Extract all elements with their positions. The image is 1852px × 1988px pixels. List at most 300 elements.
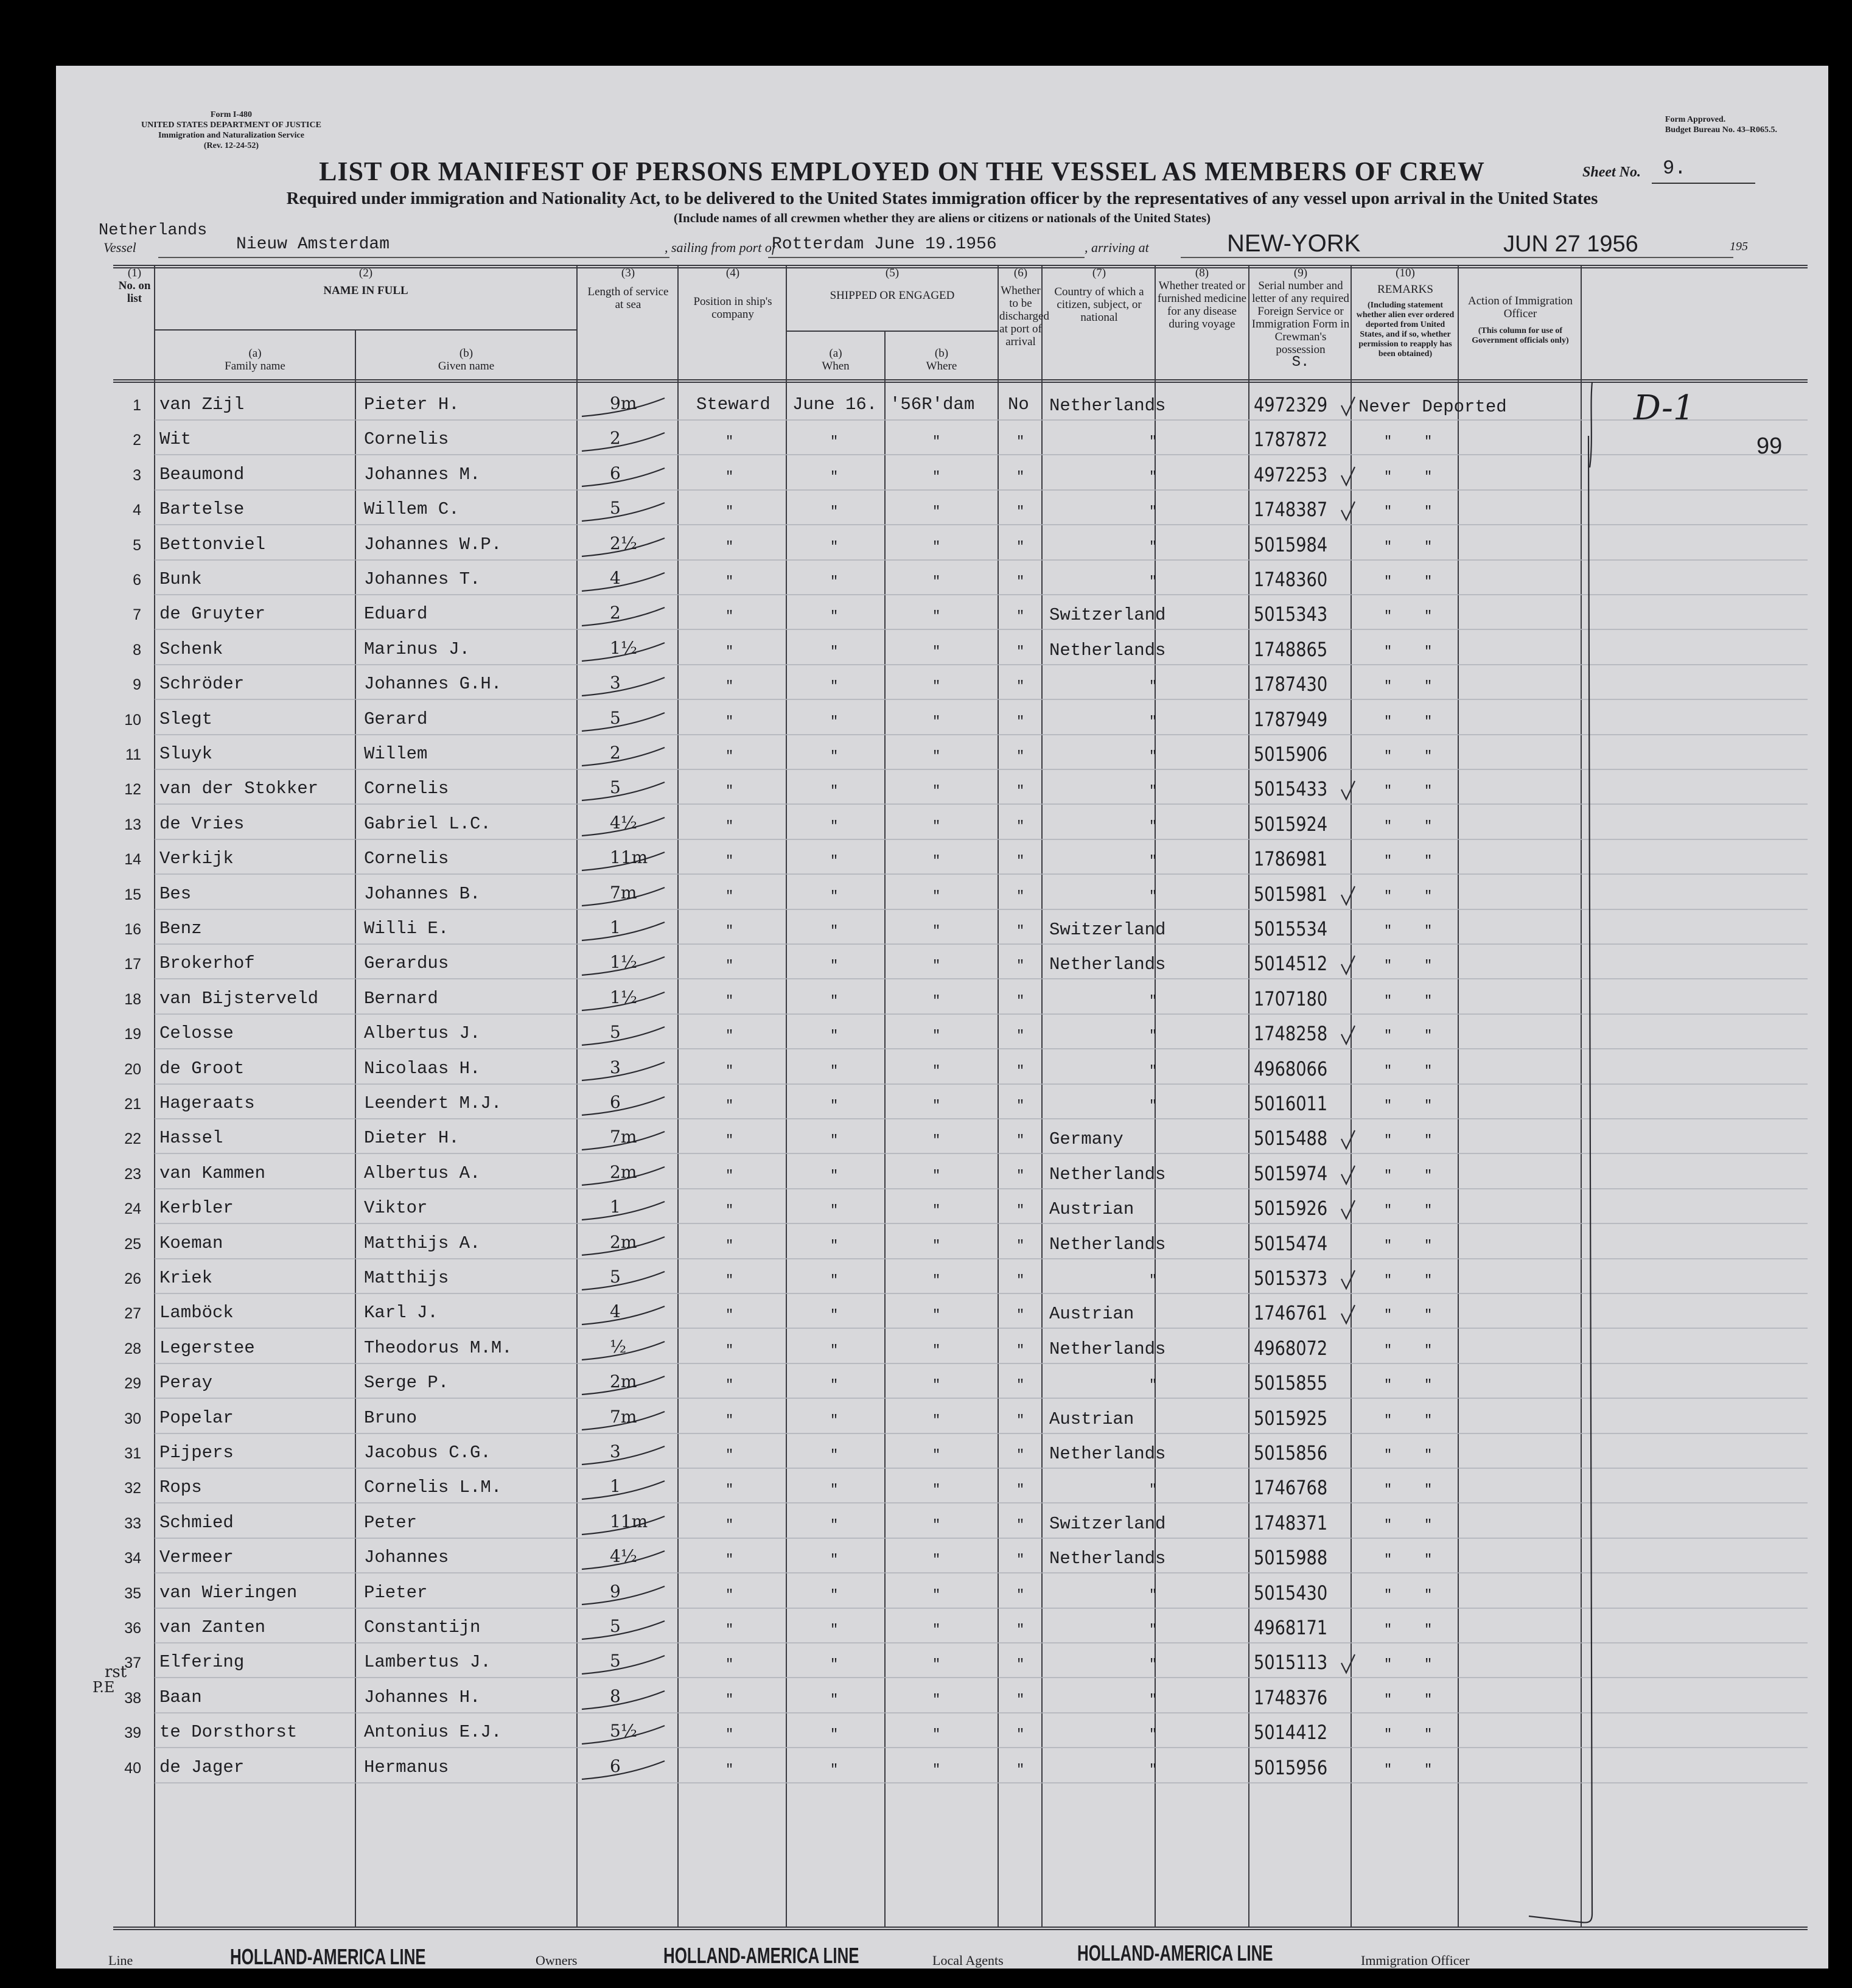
- given-name: Johannes B.: [364, 884, 481, 904]
- given-name: Bruno: [364, 1408, 418, 1428]
- country: Switzerland: [1049, 920, 1166, 940]
- country-ditto: ": [1149, 1587, 1158, 1603]
- service-length: 2½: [610, 533, 637, 553]
- country: Netherlands: [1049, 1234, 1166, 1255]
- position-ditto: ": [725, 853, 734, 869]
- serial-number: 1748360: [1254, 568, 1328, 591]
- family-name: van Zijl: [159, 394, 245, 415]
- given-name: Peter: [364, 1513, 418, 1533]
- given-name: Bernard: [364, 989, 438, 1009]
- when-ditto: ": [830, 574, 839, 589]
- col-8-header: (8) Whether treated or furnished medicine for any disease during voyage: [1157, 267, 1247, 331]
- col-4-header: (4) Position in ship's company: [693, 267, 772, 321]
- shipped-when: June 16.: [792, 394, 878, 415]
- position-ditto: ": [725, 1028, 734, 1043]
- family-name: van der Stokker: [159, 779, 319, 799]
- serial-number: 4972329: [1254, 393, 1328, 416]
- page-title: LIST OR MANIFEST OF PERSONS EMPLOYED ON THE VESSEL AS MEMBERS OF CREW: [319, 156, 1485, 186]
- family-name: Peray: [159, 1373, 213, 1393]
- family-name: Kerbler: [159, 1198, 234, 1218]
- remarks-ditto: ": [1424, 923, 1433, 939]
- service-length: 7m: [610, 883, 637, 903]
- serial-number: 5015981: [1254, 883, 1328, 906]
- family-name: Kriek: [159, 1268, 213, 1288]
- approval-block: [1665, 114, 1777, 135]
- service-length: 5: [610, 708, 621, 728]
- family-name: Slegt: [159, 709, 213, 729]
- remarks-ditto: ": [1384, 1517, 1392, 1533]
- where-ditto: ": [932, 1377, 941, 1393]
- serial-number: 5015373: [1254, 1267, 1328, 1290]
- vessel-name: Nieuw Amsterdam: [236, 235, 390, 254]
- discharged-ditto: ": [1016, 1063, 1025, 1079]
- where-ditto: ": [932, 1168, 941, 1183]
- where-ditto: ": [932, 434, 941, 449]
- given-name: Jacobus C.G.: [364, 1443, 491, 1463]
- discharged-ditto: ": [1016, 1657, 1025, 1672]
- row-number: 13: [124, 816, 141, 833]
- row-number: 36: [124, 1620, 141, 1637]
- where-ditto: ": [932, 679, 941, 694]
- country-ditto: ": [1149, 1377, 1158, 1393]
- form-id-block: [141, 110, 321, 151]
- service-length: 2: [610, 428, 621, 448]
- row-number: 29: [124, 1375, 141, 1392]
- row-number: 32: [124, 1480, 141, 1497]
- serial-number: 1748387: [1254, 498, 1328, 521]
- country-ditto: ": [1149, 434, 1158, 449]
- vessel-label: Vessel: [103, 240, 136, 255]
- position-ditto: ": [725, 609, 734, 624]
- remarks-ditto: ": [1424, 993, 1433, 1009]
- where-ditto: ": [932, 993, 941, 1009]
- service-length: 6: [610, 1756, 621, 1776]
- country: Netherlands: [1049, 1339, 1166, 1359]
- country-ditto: ": [1149, 853, 1158, 869]
- remarks-ditto: ": [1384, 679, 1392, 694]
- required-statement: Required under immigration and Nationality Act, to be delivered to the United States immigration officer by the representatives of any vessel upon arrival in the United States: [286, 189, 1598, 208]
- position-ditto: ": [725, 1133, 734, 1148]
- where-ditto: ": [932, 1622, 941, 1637]
- remarks-ditto: ": [1424, 819, 1433, 834]
- where-ditto: ": [932, 504, 941, 519]
- where-ditto: ": [932, 923, 941, 939]
- discharged-ditto: ": [1016, 1447, 1025, 1463]
- include-statement: (Include names of all crewmen whether they are aliens or citizens or nationals of the United States): [673, 211, 1211, 225]
- family-name: Bes: [159, 884, 192, 904]
- when-ditto: ": [830, 1447, 839, 1463]
- given-name: Serge P.: [364, 1373, 449, 1393]
- serial-number: 5016011: [1254, 1092, 1328, 1115]
- given-name: Leendert M.J.: [364, 1093, 502, 1113]
- discharged-ditto: ": [1016, 1307, 1025, 1323]
- service-length: 7m: [610, 1407, 637, 1427]
- when-ditto: ": [830, 714, 839, 729]
- country-ditto: ": [1149, 889, 1158, 904]
- family-name: Legerstee: [159, 1338, 255, 1358]
- service-length: 5: [610, 1616, 621, 1636]
- remarks-ditto: ": [1424, 1622, 1433, 1637]
- discharged-ditto: ": [1016, 1343, 1025, 1358]
- arrival-date: JUN 27 1956: [1503, 231, 1638, 257]
- where-ditto: ": [932, 853, 941, 869]
- family-name: Wit: [159, 429, 192, 449]
- service-length: 6: [610, 463, 621, 483]
- discharged-ditto: ": [1016, 1028, 1025, 1043]
- row-number: 9: [133, 676, 141, 693]
- given-name: Antonius E.J.: [364, 1722, 502, 1742]
- serial-number: 1787430: [1254, 673, 1328, 696]
- given-name: Lambertus J.: [364, 1652, 491, 1672]
- when-ditto: ": [830, 609, 839, 624]
- family-name: Koeman: [159, 1233, 223, 1253]
- position-ditto: ": [725, 958, 734, 973]
- serial-number: 5015856: [1254, 1441, 1328, 1465]
- row-number: 2: [133, 432, 141, 449]
- country-ditto: ": [1149, 1762, 1158, 1777]
- discharged-ditto: ": [1016, 749, 1025, 764]
- row-number: 17: [124, 956, 141, 973]
- country-ditto: ": [1149, 783, 1158, 799]
- serial-number: 1746761: [1254, 1301, 1328, 1325]
- when-ditto: ": [830, 853, 839, 869]
- when-ditto: ": [830, 1307, 839, 1323]
- where-ditto: ": [932, 1727, 941, 1742]
- remarks-ditto: ": [1424, 889, 1433, 904]
- serial-number: 5015534: [1254, 917, 1328, 940]
- service-length: 5½: [610, 1721, 637, 1741]
- row-number: 26: [124, 1270, 141, 1287]
- serial-number: 5015974: [1254, 1162, 1328, 1185]
- when-ditto: ": [830, 539, 839, 555]
- serial-number: 1787872: [1254, 428, 1328, 451]
- row-number: 12: [124, 781, 141, 798]
- remarks-ditto: ": [1384, 1482, 1392, 1497]
- given-name: Albertus J.: [364, 1023, 481, 1043]
- row-number: 18: [124, 991, 141, 1008]
- given-name: Gerard: [364, 709, 428, 729]
- discharged-ditto: ": [1016, 1098, 1025, 1113]
- family-name: Verkijk: [159, 849, 234, 869]
- position-ditto: ": [725, 1377, 734, 1393]
- remarks-ditto: ": [1384, 609, 1392, 624]
- row-number: 35: [124, 1585, 141, 1602]
- remarks-ditto: ": [1424, 783, 1433, 799]
- row-number: 34: [124, 1550, 141, 1567]
- position-ditto: ": [725, 1552, 734, 1567]
- row-number: 19: [124, 1026, 141, 1043]
- remarks-ditto: ": [1424, 958, 1433, 973]
- service-length: 2m: [610, 1232, 637, 1252]
- when-ditto: ": [830, 819, 839, 834]
- when-ditto: ": [830, 1238, 839, 1253]
- margin-note-pe: P.E: [93, 1679, 115, 1696]
- where-ditto: ": [932, 1028, 941, 1043]
- remarks-ditto: ": [1384, 1447, 1392, 1463]
- serial-number: 1748258: [1254, 1022, 1328, 1045]
- remarks-ditto: ": [1384, 1133, 1392, 1148]
- family-name: van Wieringen: [159, 1583, 298, 1603]
- manifest-sheet: [56, 66, 1828, 1969]
- family-name: de Vries: [159, 814, 245, 834]
- serial-number: 5014412: [1254, 1721, 1328, 1744]
- col-9-header: (9) Serial number and letter of any required Foreign Service or Immigration Form in Crewman's possession S.: [1251, 267, 1350, 371]
- service-length: 3: [610, 1441, 621, 1461]
- given-name: Theodorus M.M.: [364, 1338, 512, 1358]
- family-name: de Gruyter: [159, 604, 266, 624]
- serial-number: 5015906: [1254, 743, 1328, 766]
- remarks-ditto: ": [1424, 1028, 1433, 1043]
- discharged-ditto: ": [1016, 889, 1025, 904]
- when-ditto: ": [830, 1727, 839, 1742]
- remarks-ditto: ": [1424, 1098, 1433, 1113]
- col-6-header: (6) Whether to be discharged at port of arrival: [999, 267, 1049, 348]
- where-ditto: ": [932, 749, 941, 764]
- family-name: Vermeer: [159, 1547, 234, 1567]
- service-length: 8: [610, 1686, 621, 1706]
- where-ditto: ": [932, 1063, 941, 1079]
- remarks-ditto: ": [1424, 1413, 1433, 1428]
- discharged-ditto: ": [1016, 1622, 1025, 1637]
- service-length: 2: [610, 603, 621, 623]
- given-name: Albertus A.: [364, 1163, 481, 1183]
- remarks-ditto: ": [1384, 1727, 1392, 1742]
- family-name: Elfering: [159, 1652, 245, 1672]
- discharged-ditto: ": [1016, 574, 1025, 589]
- position-ditto: ": [725, 469, 734, 485]
- position-ditto: ": [725, 1307, 734, 1323]
- when-ditto: ": [830, 469, 839, 485]
- discharged-ditto: ": [1016, 1587, 1025, 1603]
- remarks-ditto: ": [1424, 1168, 1433, 1183]
- row-number: 37: [124, 1654, 141, 1671]
- family-name: Schröder: [159, 674, 245, 694]
- service-length: 1½: [610, 952, 637, 972]
- where-ditto: ": [932, 783, 941, 799]
- family-name: Bunk: [159, 569, 202, 589]
- col-7-header: (7) Country of which a citizen, subject, or national: [1054, 267, 1144, 324]
- remarks-ditto: ": [1424, 1343, 1433, 1358]
- position-ditto: ": [725, 1762, 734, 1777]
- where-ditto: ": [932, 1238, 941, 1253]
- discharged-ditto: ": [1016, 1203, 1025, 1218]
- remarks-ditto: ": [1384, 993, 1392, 1009]
- position-ditto: ": [725, 1517, 734, 1533]
- service-length: 4½: [610, 813, 637, 833]
- row-number: 33: [124, 1515, 141, 1532]
- country-ditto: ": [1149, 504, 1158, 519]
- when-ditto: ": [830, 923, 839, 939]
- serial-number: 5015343: [1254, 603, 1328, 626]
- service-length: 1½: [610, 638, 637, 658]
- given-name: Willem: [364, 744, 428, 764]
- family-name: Schenk: [159, 639, 223, 659]
- where-ditto: ": [932, 1692, 941, 1707]
- remarks-ditto: ": [1424, 1552, 1433, 1567]
- serial-number: 1748371: [1254, 1511, 1328, 1535]
- sailing-label: , sailing from port of: [665, 240, 775, 255]
- given-name: Matthijs: [364, 1268, 449, 1288]
- remarks-ditto: ": [1424, 1063, 1433, 1079]
- position-ditto: ": [725, 783, 734, 799]
- service-name: Immigration and Naturalization Service: [158, 131, 304, 140]
- service-length: 9: [610, 1581, 621, 1601]
- position-ditto: ": [725, 1622, 734, 1637]
- serial-number: 4972253: [1254, 463, 1328, 486]
- discharged-ditto: ": [1016, 539, 1025, 555]
- agents-label: Local Agents: [932, 1953, 1004, 1968]
- country: Austrian: [1049, 1199, 1134, 1219]
- given-name: Cornelis L.M.: [364, 1477, 502, 1497]
- service-length: 4: [610, 568, 621, 588]
- where-ditto: ": [932, 1762, 941, 1777]
- remarks-ditto: ": [1424, 1587, 1433, 1603]
- where-ditto: ": [932, 1307, 941, 1323]
- remarks-ditto: ": [1384, 749, 1392, 764]
- given-name: Dieter H.: [364, 1128, 460, 1148]
- family-name: Hageraats: [159, 1093, 255, 1113]
- when-ditto: ": [830, 958, 839, 973]
- remarks-ditto: ": [1384, 1063, 1392, 1079]
- remarks-ditto: ": [1384, 434, 1392, 449]
- country-ditto: ": [1149, 1727, 1158, 1742]
- position-ditto: ": [725, 819, 734, 834]
- where-ditto: ": [932, 714, 941, 729]
- given-name: Constantijn: [364, 1617, 481, 1637]
- position-ditto: ": [725, 1587, 734, 1603]
- row-number: 40: [124, 1760, 141, 1777]
- country: Netherlands: [1049, 1444, 1166, 1464]
- serial-number: 4968171: [1254, 1616, 1328, 1639]
- given-name: Karl J.: [364, 1303, 438, 1323]
- serial-number: 1748865: [1254, 638, 1328, 661]
- discharged-ditto: ": [1016, 609, 1025, 624]
- given-name: Cornelis: [364, 849, 449, 869]
- remarks-ditto: ": [1384, 714, 1392, 729]
- given-name: Gerardus: [364, 953, 449, 973]
- family-name: Benz: [159, 919, 202, 939]
- where-ditto: ": [932, 1552, 941, 1567]
- row-number: 23: [124, 1166, 141, 1183]
- row-number: 28: [124, 1340, 141, 1357]
- where-ditto: ": [932, 574, 941, 589]
- when-ditto: ": [830, 504, 839, 519]
- row-number: 8: [133, 642, 141, 659]
- position-ditto: ": [725, 1063, 734, 1079]
- country-ditto: ": [1149, 1692, 1158, 1707]
- service-length: 6: [610, 1092, 621, 1112]
- form-number: Form I-480: [210, 110, 252, 119]
- when-ditto: ": [830, 679, 839, 694]
- when-ditto: ": [830, 1273, 839, 1288]
- discharged-ditto: ": [1016, 1133, 1025, 1148]
- remarks-ditto: ": [1424, 539, 1433, 555]
- service-length: 5: [610, 1267, 621, 1287]
- serial-number: 4968072: [1254, 1337, 1328, 1360]
- position-ditto: ": [725, 1413, 734, 1428]
- where-ditto: ": [932, 1203, 941, 1218]
- row-number: 24: [124, 1200, 141, 1217]
- action-mark: D-1: [1634, 388, 1695, 428]
- service-length: 11m: [610, 1511, 648, 1531]
- position-ditto: ": [725, 1168, 734, 1183]
- remarks-ditto: ": [1384, 923, 1392, 939]
- country: Austrian: [1049, 1409, 1134, 1429]
- position-ditto: ": [725, 749, 734, 764]
- family-name: Pijpers: [159, 1443, 234, 1463]
- given-name: Johannes M.: [364, 464, 481, 485]
- when-ditto: ": [830, 749, 839, 764]
- position-ditto: ": [725, 1238, 734, 1253]
- discharged-ditto: ": [1016, 1482, 1025, 1497]
- country-ditto: ": [1149, 993, 1158, 1009]
- serial-number: 1748376: [1254, 1686, 1328, 1709]
- discharged-ditto: ": [1016, 1552, 1025, 1567]
- position-ditto: ": [725, 644, 734, 659]
- family-name: Bettonviel: [159, 534, 266, 555]
- family-name: de Groot: [159, 1059, 245, 1079]
- family-name: Baan: [159, 1687, 202, 1707]
- service-length: 1½: [610, 987, 637, 1007]
- position: Steward: [696, 394, 771, 415]
- discharged-ditto: ": [1016, 1692, 1025, 1707]
- col-5a-header: (a) When: [822, 347, 850, 373]
- country-ditto: ": [1149, 1657, 1158, 1672]
- country: Netherlands: [1049, 396, 1166, 416]
- remarks-ditto: ": [1424, 1447, 1433, 1463]
- given-name: Nicolaas H.: [364, 1059, 481, 1079]
- country-ditto: ": [1149, 574, 1158, 589]
- serial-number: 5015113: [1254, 1651, 1328, 1674]
- when-ditto: ": [830, 1517, 839, 1533]
- remarks-ditto: ": [1384, 469, 1392, 485]
- where-ditto: ": [932, 1482, 941, 1497]
- service-length: 1: [610, 917, 621, 937]
- discharged-ditto: ": [1016, 1517, 1025, 1533]
- country: Netherlands: [1049, 1164, 1166, 1185]
- serial-number: 1787949: [1254, 708, 1328, 731]
- service-length: 5: [610, 1022, 621, 1042]
- service-length: 7m: [610, 1127, 637, 1147]
- where-ditto: ": [932, 1447, 941, 1463]
- service-length: 4½: [610, 1546, 637, 1566]
- where-ditto: ": [932, 644, 941, 659]
- given-name: Johannes W.P.: [364, 534, 502, 555]
- position-ditto: ": [725, 1657, 734, 1672]
- position-ditto: ": [725, 1343, 734, 1358]
- remarks-ditto: ": [1424, 1482, 1433, 1497]
- remarks-ditto: ": [1424, 679, 1433, 694]
- position-ditto: ": [725, 923, 734, 939]
- family-name: van Zanten: [159, 1617, 266, 1637]
- country-ditto: ": [1149, 539, 1158, 555]
- row-number: 10: [124, 712, 141, 729]
- remarks-ditto: ": [1384, 1622, 1392, 1637]
- col-5-header: (5) SHIPPED OR ENGAGED: [830, 267, 955, 302]
- when-ditto: ": [830, 1587, 839, 1603]
- remarks-ditto: ": [1424, 853, 1433, 869]
- discharged-ditto: ": [1016, 504, 1025, 519]
- col-5b-header: (b) Where: [926, 347, 957, 373]
- col-1-header: (1) No. on list: [118, 267, 151, 305]
- row-number: 25: [124, 1236, 141, 1253]
- family-name: Bartelse: [159, 499, 245, 519]
- line-label: Line: [108, 1953, 133, 1968]
- remarks-ditto: ": [1384, 1657, 1392, 1672]
- discharged-ditto: ": [1016, 1762, 1025, 1777]
- remarks-ditto: ": [1424, 1517, 1433, 1533]
- when-ditto: ": [830, 1482, 839, 1497]
